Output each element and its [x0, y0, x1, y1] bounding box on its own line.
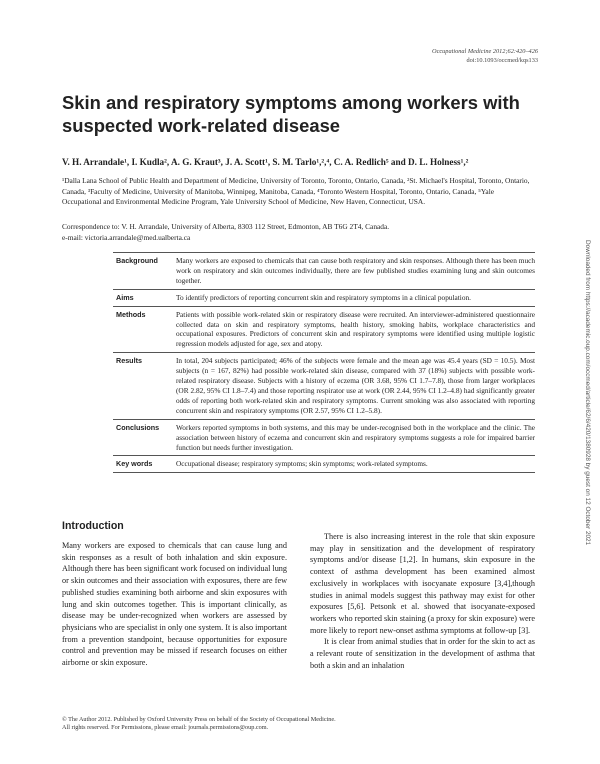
- correspondence: [62, 222, 534, 243]
- abstract-text: Workers reported symptoms in both systems, and this may be under-recognised both in the workplace and the clinic. The association between history of eczema and concurrent skin and respiratory symptoms suggests a role for impaired barrier function but needs further investigation.: [176, 422, 535, 452]
- abstract-label: Results: [116, 356, 142, 366]
- abstract-row-methods: [113, 307, 535, 354]
- body-paragraph: Many workers are exposed to chemicals that can cause lung and skin responses as a result of both inhalation and skin exposure. Although there has been significant work focused on individual lung or skin outcomes and their association with exposures, there are few published studies examining both airborne and skin exposures with lung and skin outcomes together. This is important clinically, as disease may be under-recognized when workers are assessed by physicians who are specialist in only one system. It is also important from a prevention standpoint, because opportunities for exposure control and prevention may be missed if research focuses on either airborne or skin exposure.: [62, 541, 287, 668]
- abstract-text: Many workers are exposed to chemicals that can cause both respiratory and skin responses. Although there has been much work on respiratory and skin outcomes individually, there are few published studies examining lung and skin outcomes together.: [176, 256, 535, 285]
- author-list: V. H. Arrandale¹, I. Kudla², A. G. Kraut³, J. A. Scott¹, S. M. Tarlo¹,²,⁴, C. A. Redlich⁵ and D. L. Holness¹,²: [62, 157, 469, 167]
- abstract-row-conclusions: [113, 420, 535, 457]
- correspondence-address: Correspondence to: V. H. Arrandale, University of Alberta, 8303 112 Street, Edmonton, AB T6G 2T4, Canada.: [62, 222, 390, 231]
- journal-citation: [432, 48, 538, 65]
- body-paragraph: It is clear from animal studies that in order for the skin to act as a relevant route of sensitization in the development of asthma that both a skin and an inhalation: [310, 637, 535, 670]
- journal-line: Occupational Medicine 2012;62:420–426: [432, 48, 538, 55]
- body-column-left: [62, 540, 287, 669]
- abstract-row-aims: [113, 290, 535, 307]
- body-paragraph: There is also increasing interest in the role that skin exposure may play in sensitization and the development of respiratory symptoms and/or disease [1,2]. In humans, skin exposure in the context of asthma development has been examined almost exclusively in workplaces with isocyanate exposure [3,4],though studies in animal models suggest this pathway may exist for other exposures [5,6]. Petsonk et al. showed that isocyanate-exposed workers who reported skin staining (a proxy for skin exposure) were more likely to report new-onset asthma symptoms at follow-up [3].: [310, 532, 535, 635]
- permissions-line: All rights reserved. For Permissions, please email: journals.permissions@oup.com.: [62, 724, 269, 732]
- abstract-label: Conclusions: [116, 422, 160, 432]
- section-heading-introduction: Introduction: [62, 520, 124, 532]
- body-column-right: [310, 531, 535, 671]
- copyright-footer: [62, 716, 532, 733]
- abstract-text: Patients with possible work-related skin or respiratory disease were recruited. An interviewer-administered questionnaire collected data on skin and respiratory symptoms, health history, smoking habits, workplace characteristics and occupational exposures. Predictors of concurrent skin and respiratory symptoms were identified using multiple logistic regression models adjusted for age, sex and atopy.: [176, 309, 535, 349]
- abstract-label: Aims: [116, 292, 134, 302]
- copyright-line: © The Author 2012. Published by Oxford University Press on behalf of the Society of Occupational Medicine.: [62, 716, 336, 723]
- structured-abstract: [113, 252, 535, 473]
- abstract-label: Methods: [116, 309, 146, 319]
- abstract-row-keywords: [113, 456, 535, 473]
- affiliations: ¹Dalla Lana School of Public Health and Department of Medicine, University of Toronto, Toronto, Ontario, Canada, ²St. Michael's Hospital, Toronto, Ontario, Canada, ³Faculty of Medicine, University of Manitoba, Winnipeg, Manitoba, Canada, ⁴Toronto Western Hospital, Toronto, Ontario, Canada, ⁵Yale Occupational and Environmental Medicine Program, Yale University School of Medicine, New Haven, Connecticut, USA.: [62, 176, 530, 207]
- abstract-label: Background: [116, 256, 158, 265]
- abstract-row-results: [113, 353, 535, 419]
- article-title: Skin and respiratory symptoms among workers with suspected work-related disease: [62, 92, 520, 136]
- correspondence-email[interactable]: e-mail: victoria.arrandale@med.ualberta.ca: [62, 232, 191, 242]
- abstract-row-background: [113, 252, 535, 290]
- abstract-label: Key words: [116, 459, 153, 469]
- abstract-text: In total, 204 subjects participated; 46% of the subjects were female and the mean age was 45.4 years (SD = 10.5). Most subjects (n = 167, 82%) had possible work-related skin disease, compared with 37 (18%) subjects with possible work-related respiratory disease. Subjects with a history of eczema (OR 3.68, 95% CI 1.7–7.8), those from larger workplaces (OR 2.82, 95% CI 1.8–7.4) and those reporting respirator use at work (OR 2.44, 95% CI 1.2–4.8) had significantly greater odds of reporting both work-related skin and respiratory symptoms. Current smoking was also associated with reporting concurrent skin and respiratory symptoms (OR 2.57, 95% CI 1.2–5.8).: [176, 356, 535, 415]
- abstract-text: Occupational disease; respiratory symptoms; skin symptoms; work-related symptoms.: [176, 459, 428, 469]
- doi-line: doi:10.1093/occmed/kqs133: [466, 56, 538, 64]
- download-watermark: Downloaded from https://academic.oup.com/occmed/article/62/6/420/1380928 by guest on 12 October 2021: [584, 240, 591, 546]
- abstract-text: To identify predictors of reporting concurrent skin and respiratory symptoms in a clinical population.: [176, 292, 471, 302]
